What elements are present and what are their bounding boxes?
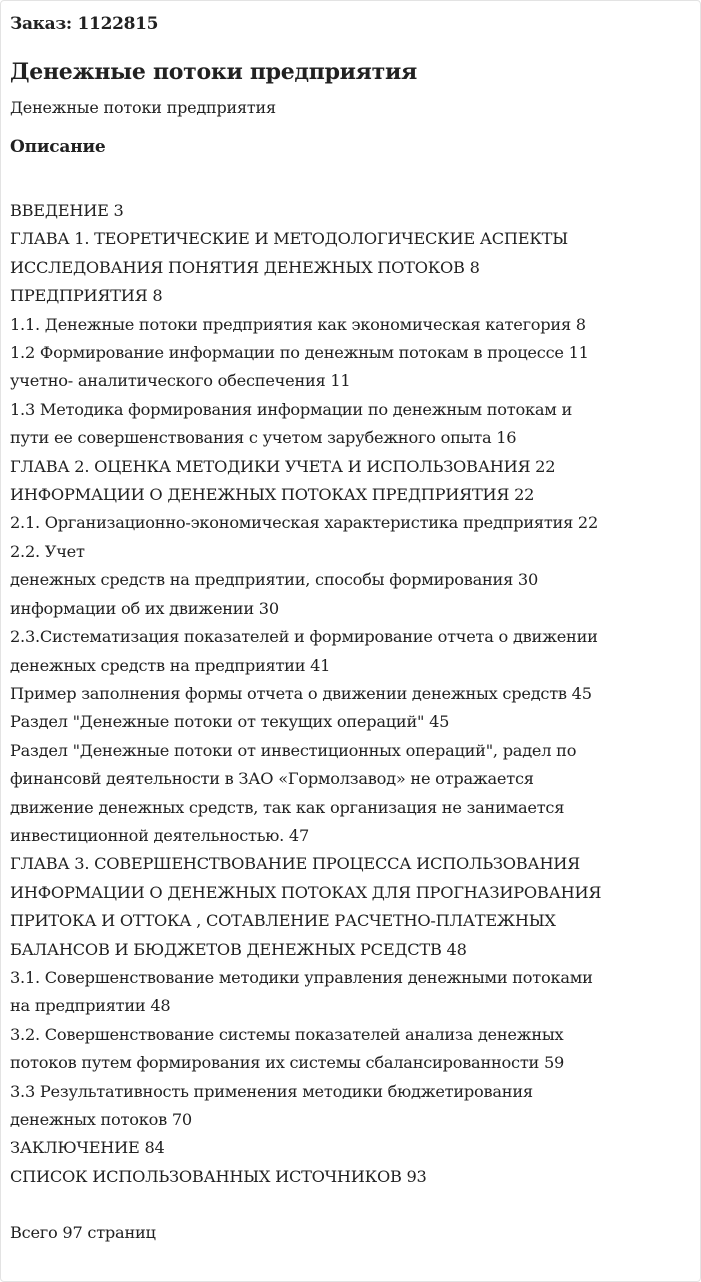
toc-line: потоков путем формирования их системы сбалансированности 59	[10, 1053, 565, 1073]
page-subtitle: Денежные потоки предприятия	[10, 98, 276, 117]
toc-line: Пример заполнения формы отчета о движении денежных средств 45	[10, 683, 592, 703]
page-title: Денежные потоки предприятия	[10, 59, 417, 85]
toc-line: 1.1. Денежные потоки предприятия как экономическая категория 8	[10, 314, 586, 334]
toc-line: 3.1. Совершенствование методики управления денежными потоками	[10, 967, 593, 987]
toc-line: ПРЕДПРИЯТИЯ 8	[10, 286, 163, 306]
order-number: Заказ: 1122815	[10, 14, 159, 34]
toc-line: учетно- аналитического обеспечения 11	[10, 371, 351, 391]
toc-line: информации об их движении 30	[10, 598, 279, 618]
toc-line: инвестиционной деятельностью. 47	[10, 825, 310, 845]
description-heading: Описание	[10, 137, 106, 157]
toc-line: ВВЕДЕНИЕ 3	[10, 201, 124, 220]
toc-line: 2.2. Учет	[10, 541, 85, 561]
toc-line: денежных средств на предприятии, способы формирования 30	[10, 570, 539, 590]
toc-line: СПИСОК ИСПОЛЬЗОВАННЫХ ИСТОЧНИКОВ 93	[10, 1166, 427, 1186]
toc-line: 2.1. Организационно-экономическая характеристика предприятия 22	[10, 513, 599, 533]
toc-line: движение денежных средств, так как организация не занимается	[10, 797, 565, 817]
total-pages: Всего 97 страниц	[10, 1223, 156, 1243]
toc-line: Раздел "Денежные потоки от инвестиционных операций", радел по	[10, 740, 577, 760]
toc-line: 2.3.Систематизация показателей и формирование отчета о движении	[10, 627, 598, 647]
toc-line: 3.3 Результативность применения методики бюджетирования	[10, 1081, 533, 1101]
toc-line: пути ее совершенствования с учетом зарубежного опыта 16	[10, 428, 517, 448]
toc-line: ЗАКЛЮЧЕНИЕ 84	[10, 1138, 165, 1158]
toc-line: 3.2. Совершенствование системы показателей анализа денежных	[10, 1024, 564, 1044]
toc-line: ПРИТОКА И ОТТОКА , СОТАВЛЕНИЕ РАСЧЕТНО-ПЛАТЕЖНЫХ	[10, 911, 556, 931]
toc-line: на предприятии 48	[10, 996, 171, 1016]
table-of-contents	[10, 197, 691, 1191]
toc-line: ИССЛЕДОВАНИЯ ПОНЯТИЯ ДЕНЕЖНЫХ ПОТОКОВ 8	[10, 257, 480, 277]
toc-line: финансовй деятельности в ЗАО «Гормолзавод» не отражается	[10, 769, 534, 789]
toc-line: денежных потоков 70	[10, 1110, 192, 1129]
toc-line: ГЛАВА 3. СОВЕРШЕНСТВОВАНИЕ ПРОЦЕССА ИСПОЛЬЗОВАНИЯ	[10, 854, 581, 874]
toc-line: денежных средств на предприятии 41	[10, 655, 331, 675]
toc-line: 1.3 Методика формирования информации по денежным потокам и	[10, 399, 573, 419]
toc-line: ИНФОРМАЦИИ О ДЕНЕЖНЫХ ПОТОКАХ ПРЕДПРИЯТИЯ 22	[10, 485, 535, 505]
toc-line: Раздел "Денежные потоки от текущих операций" 45	[10, 712, 450, 732]
toc-line: ГЛАВА 2. ОЦЕНКА МЕТОДИКИ УЧЕТА И ИСПОЛЬЗОВАНИЯ 22	[10, 456, 556, 476]
toc-line: ИНФОРМАЦИИ О ДЕНЕЖНЫХ ПОТОКАХ ДЛЯ ПРОГНАЗИРОВАНИЯ	[10, 882, 602, 902]
toc-line: ГЛАВА 1. ТЕОРЕТИЧЕСКИЕ И МЕТОДОЛОГИЧЕСКИЕ АСПЕКТЫ	[10, 229, 568, 249]
toc-line: БАЛАНСОВ И БЮДЖЕТОВ ДЕНЕЖНЫХ РСЕДСТВ 48	[10, 939, 467, 959]
toc-line: 1.2 Формирование информации по денежным потокам в процессе 11	[10, 343, 589, 363]
